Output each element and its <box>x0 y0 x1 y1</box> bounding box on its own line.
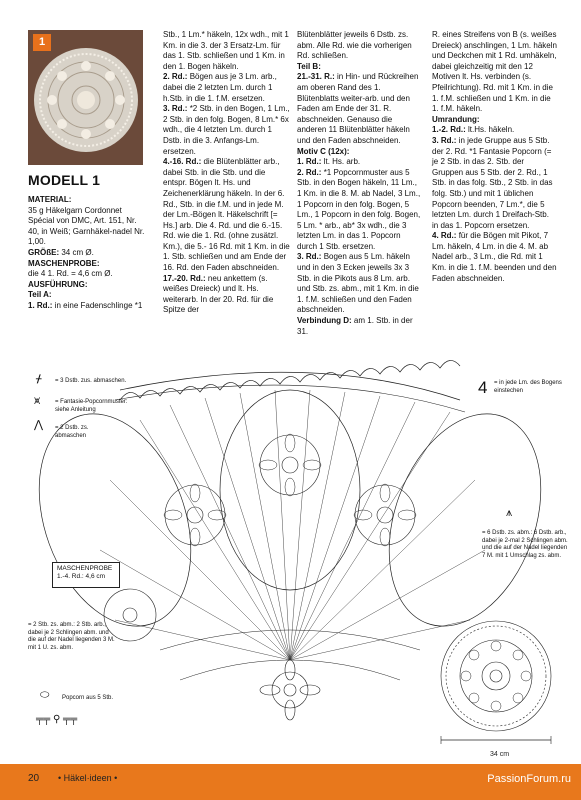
rd3-text: *2 Stb. in den Bogen, 1 Lm., 2 Stb. in den folg. Bogen, 8 Lm.* 6x wdh., die 4 letzten Lm. durch 1 Dstb. in die 3. Anfangs-Lm. ersetzen. <box>163 104 290 156</box>
m3-label: 3. Rd.: <box>297 252 322 262</box>
masche-title: MASCHENPROBE <box>57 565 113 572</box>
m3-text: Bogen aus 5 Lm. häkeln und in den 3 Ecken jeweils 3x 3 Stb. in die Pikots aus 8 Lm. arb. und Stb. zs. abm., mit 1 Km. in die 1. f.M. schließen und den Faden abschneiden. <box>297 252 419 315</box>
teil-a-heading: Teil A: <box>28 290 52 300</box>
footer-bar <box>0 764 581 800</box>
double-stitch-icon: ⋀ <box>34 419 44 431</box>
popcorn-fantasy-icon: ⩙ <box>34 395 41 407</box>
u1-text: lt.Hs. häkeln. <box>468 125 515 135</box>
magazine-name: • Häkel·ideen • <box>58 773 118 783</box>
rd3-label: 3. Rd.: <box>163 104 188 114</box>
legend-item-2 <box>55 399 137 414</box>
col2-intro: Stb., 1 Lm.* häkeln, 12x wdh., mit 1 Km. in die 3. der 3 Ersatz-Lm. für das 1. Stb. schließen und 1 Km. in den 1. Bogen häkeln. <box>163 30 289 71</box>
triple-stitch-icon: ᚋ <box>36 373 42 385</box>
legend-2-text: = Fantasie-Popcornmuster: siehe Anleitung <box>55 399 128 413</box>
groesse-heading: GRÖßE: <box>28 247 60 257</box>
column-1 <box>28 195 146 312</box>
maschenprobe-box <box>52 562 120 588</box>
model-title: MODELL 1 <box>28 172 101 188</box>
m1-text: lt. Hs. arb. <box>323 157 361 167</box>
u4-label: 4. Rd.: <box>432 231 457 241</box>
legend-1-text: = 3 Dstb. zus. abmaschen. <box>55 378 127 384</box>
page-number: 20 <box>28 773 40 784</box>
maschenprobe-heading: MASCHENPROBE: <box>28 258 100 268</box>
legend-r2-text: = 6 Dstb. zs. abm.: 6 Dstb. arb., dabei je 2-mal 2 Schlingen abm. und die auf der Nadel liegenden 7 M. mit 1 Umschlag zs. abm. <box>482 530 568 559</box>
column-2 <box>163 30 291 316</box>
legend-item-5 <box>62 695 132 703</box>
model-number-badge: 1 <box>33 34 51 51</box>
rd1-text: in eine Fadenschlinge *1 <box>54 300 143 310</box>
rd4-text: die Blütenblätter arb., dabei Stb. in die Stb. und die entspr. Bögen lt. Hs. und Zeichenerklärung häkeln. In der 6. Rd., Stb. in die f.M. und in jede M. der Lm.-Bögen lt. Häkelschrift [= Hs.] arb. Die 4. Rd. und die 6.-15. Rd. wie die 1. Rd. (ohne zusätzl. Km.), die 5.- 16 Rd. mit 1 Km. in die 1. Stb. schließen und am Ende der 16. Rd. den Faden abschneiden. <box>163 157 290 273</box>
masche-value: 1.-4. Rd.: 4,6 cm <box>57 573 106 580</box>
col4-intro: R. eines Streifens von B (s. weißes Dreieck) anschlingen, 1 Lm. häkeln und Deckchen mit 1 Rd. umhäkeln, dabei gleichzeitig mit den 12 Motiven lt. Hs. verbinden (s. Pfeilrichtung). Rd. mit 1 Km. in die 1. f.M. schließen und 1 Km. in die 1. f.M. häkeln. <box>432 30 557 114</box>
umrandung-heading: Umrandung: <box>432 114 480 124</box>
u1-label: 1.-2. Rd.: <box>432 125 466 135</box>
legend-item-r1 <box>494 380 564 395</box>
u3-label: 3. Rd.: <box>432 135 457 145</box>
material-heading: MATERIAL: <box>28 195 72 204</box>
verb-label: Verbindung D: <box>297 316 352 326</box>
rd2-label: 2. Rd.: <box>163 72 188 82</box>
legend-r1-text: = in jede Lm. des Bogens einstechen <box>494 380 562 394</box>
stitch-sample-icon: ╤╤ ⚲ ╤╤ <box>36 714 78 725</box>
rd17-label: 17.-20. Rd.: <box>163 273 206 283</box>
site-watermark: PassionForum.ru <box>487 773 571 785</box>
legend-item-1 <box>55 378 135 386</box>
rd4-label: 4.-16. Rd.: <box>163 157 202 167</box>
column-4 <box>432 30 557 284</box>
six-stitch-icon: ⩚ <box>506 507 513 519</box>
ausfuehrung-heading: AUSFÜHRUNG: <box>28 279 88 289</box>
legend-3-text: = 2 Dstb. zs. abmaschen <box>55 425 89 439</box>
rd17-text: neu ankettem (s. weißes Dreieck) und lt. Hs. weiterarb. In der 20. Rd. für die Spitze der <box>163 273 274 315</box>
rd1-label: 1. Rd.: <box>28 300 53 310</box>
groesse-text: 34 cm Ø. <box>61 247 94 257</box>
u3-text: in jede Gruppe aus 5 Stb. der 2. Rd. *1 Fantasie Popcorn (= je 2 Stb. in das 2. Stb. der Gruppen aus 5 Stb. der 2. Rd., 1 Stb. in das folg. Stb., 2 Stb. in das folg. Stb.) und mit 1 üblichen Popcorn beenden, 7 Lm.*, die 5 letzten Lm. durch 1 Dreifach-Stb. in das 1. Popcorn ersetzen. <box>432 135 553 230</box>
col3-intro: Blütenblätter jeweils 6 Dstb. zs. abm. Alle Rd. wie die vorherigen Rd. schließen. <box>297 30 412 61</box>
rd21-label: 21.-31. R.: <box>297 72 335 82</box>
legend-4-text: = 2 Stb. zs. abm.: 2 Stb. arb., dabei je 2 Schlingen abm. und die auf der Nadel liegenden 3 M. mit 1 U. zs. abm. <box>28 622 115 651</box>
verb-text: am 1. Stb. in der 31. <box>297 316 413 336</box>
legend-5-text: Popcorn aus 5 Stb. <box>62 695 114 701</box>
size-label: 34 cm <box>490 751 510 758</box>
m2-text: *1 Popcornmuster aus 5 Stb. in den Bogen häkeln, 11 Lm., 1 Km. in die 8. M. ab Nadel, 3 Lm., 1 Popcorn in den folg. Bogen, 5 Lm., 1 Popcorn in den folg. Bogen, 5 Lm. * arb., ab* 3x wdh., die 3 letzten Lm. in das 1. Popcorn durch 1 Stb. ersetzen. <box>297 167 421 251</box>
popcorn-icon: ⬭ <box>40 689 50 701</box>
rd21-text: in Hin- und Rückreihen am oberen Rand des 1. Blütenblatts weiter-arb. und den Faden am Ende der 31. R. abschneiden. Genauso die anderen 11 Blütenblätter häkeln und den Faden abschneiden. <box>297 72 419 145</box>
legend-item-r2 <box>482 530 570 560</box>
rd2-text: Bögen aus je 3 Lm. arb., dabei die 2 letzten Lm. durch 1 h.Stb. in die 1. f.M. ersetzen. <box>163 72 277 103</box>
column-3 <box>297 30 422 337</box>
m1-label: 1. Rd.: <box>297 157 322 167</box>
maschenprobe-text: die 4 1. Rd. = 4,6 cm Ø. <box>28 269 113 279</box>
u4-text: für die Bögen mit Pikot, 7 Lm. häkeln, 4 Lm. in die 4. M. ab Nadel arb., 3 Lm., die Rd. mit 1 Km. in die 1. f.M. beenden und den Faden abschneiden. <box>432 231 557 283</box>
arrow-number: 4 <box>478 378 488 397</box>
material-text: 35 g Häkelgarn Cordonnet Spécial von DMC, Art. 151, Nr. 40, in Weiß; Garnhäkel-nadel Nr. 1,00. <box>28 205 145 247</box>
teil-b-heading: Teil B: <box>297 61 321 71</box>
legend-item-3 <box>55 425 115 440</box>
legend-item-4 <box>28 622 116 652</box>
m2-label: 2. Rd.: <box>297 167 322 177</box>
motiv-heading: Motiv C (12x): <box>297 146 350 156</box>
